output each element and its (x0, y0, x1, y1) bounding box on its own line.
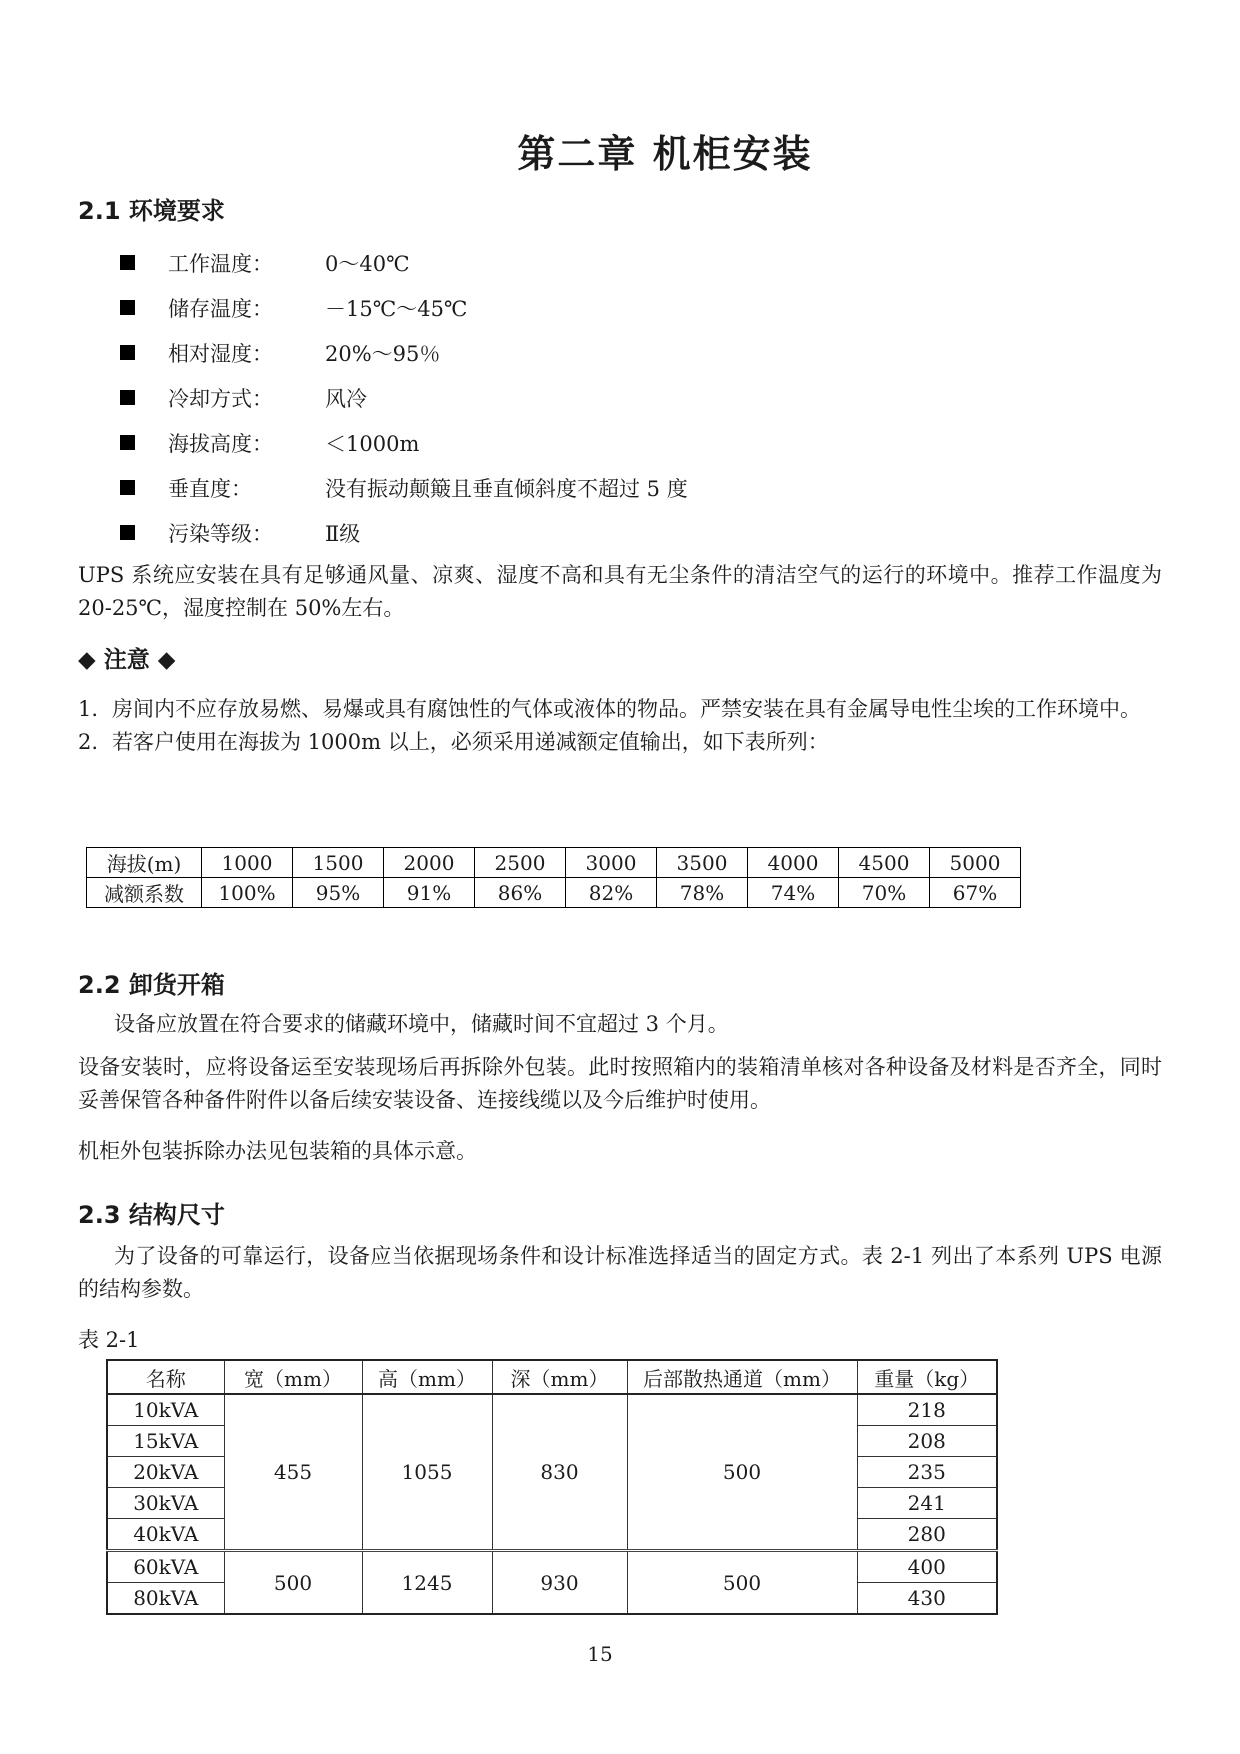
bullet-square-icon (120, 435, 135, 450)
model-name-cell: 40kVA (107, 1519, 224, 1551)
derating-factor-row (87, 878, 1021, 908)
structure-header-depth: 深（mm） (492, 1360, 627, 1394)
derating-cell: 1000 (202, 848, 293, 878)
width-cell: 455 (224, 1394, 362, 1551)
model-name-cell: 80kVA (107, 1583, 224, 1615)
env-item-cooling (78, 375, 1162, 420)
derating-cell: 100% (202, 878, 293, 908)
bullet-square-icon (120, 255, 135, 270)
derating-cell: 70% (839, 878, 930, 908)
notice-item-text: 若客户使用在海拔为 1000m 以上，必须采用递减额定值输出，如下表所列： (112, 730, 829, 754)
derating-cell: 海拔(m) (87, 848, 202, 878)
derating-cell: 减额系数 (87, 878, 202, 908)
table-row-10kva (107, 1394, 997, 1426)
derating-cell: 3000 (566, 848, 657, 878)
derating-cell: 95% (293, 878, 384, 908)
bullet-square-icon (120, 525, 135, 540)
notice-list (78, 693, 1162, 759)
derating-cell: 91% (384, 878, 475, 908)
env-item-label: 工作温度： (168, 251, 273, 276)
derating-table (86, 847, 1021, 908)
weight-cell: 241 (857, 1488, 997, 1519)
weight-cell: 400 (857, 1551, 997, 1583)
weight-cell: 280 (857, 1519, 997, 1551)
structure-header-height: 高（mm） (362, 1360, 492, 1394)
environment-requirements-list (78, 240, 1162, 555)
height-cell: 1245 (362, 1551, 492, 1615)
environment-paragraph: UPS 系统应安装在具有足够通风量、凉爽、湿度不高和具有无尘条件的清洁空气的运行的环境中。推荐工作温度为 20-25℃，湿度控制在 50%左右。 (78, 563, 1162, 620)
page-number: 15 (587, 1642, 613, 1666)
env-item-value: 0～40℃ (325, 251, 410, 276)
structure-header-name: 名称 (107, 1360, 224, 1394)
derating-cell: 82% (566, 878, 657, 908)
env-item-value: 20%～95％ (325, 341, 441, 366)
bullet-square-icon (120, 300, 135, 315)
env-item-value: 没有振动颠簸且垂直倾斜度不超过 5 度 (325, 476, 688, 501)
unpacking-paragraph-3: 机柜外包装拆除办法见包装箱的具体示意。 (78, 1139, 477, 1163)
section-2-3-heading: 2.3 结构尺寸 (78, 1201, 225, 1229)
bullet-square-icon (120, 345, 135, 360)
model-name-cell: 30kVA (107, 1488, 224, 1519)
env-item-label: 储存温度： (168, 296, 273, 321)
env-item-altitude (78, 420, 1162, 465)
env-item-label: 相对湿度： (168, 341, 273, 366)
depth-cell: 930 (492, 1551, 627, 1615)
derating-cell: 74% (748, 878, 839, 908)
env-item-label: 垂直度： (168, 476, 252, 501)
env-item-humidity (78, 330, 1162, 375)
unpacking-paragraph-2: 设备安装时，应将设备运至安装现场后再拆除外包装。此时按照箱内的装箱清单核对各种设备及材料是否齐全，同时妥善保管各种备件附件以备后续安装设备、连接线缆以及今后维护时使用。 (78, 1055, 1162, 1112)
derating-cell: 78% (657, 878, 748, 908)
bullet-square-icon (120, 480, 135, 495)
structure-header-duct: 后部散热通道（mm） (627, 1360, 857, 1394)
chapter-title: 第二章 机柜安装 (517, 132, 813, 176)
derating-cell: 67% (930, 878, 1021, 908)
table-row-60kva (107, 1551, 997, 1583)
weight-cell: 218 (857, 1394, 997, 1426)
bullet-square-icon (120, 390, 135, 405)
env-item-label: 污染等级： (168, 521, 273, 546)
derating-altitude-row (87, 848, 1021, 878)
section-2-2-heading: 2.2 卸货开箱 (78, 971, 225, 999)
structure-paragraph: 为了设备的可靠运行，设备应当依据现场条件和设计标准选择适当的固定方式。表 2-1 列出了本系列 UPS 电源的结构参数。 (78, 1244, 1162, 1301)
derating-cell: 4000 (748, 848, 839, 878)
weight-cell: 235 (857, 1457, 997, 1488)
derating-cell: 2000 (384, 848, 475, 878)
notice-item-2 (78, 726, 1162, 759)
env-item-label: 冷却方式： (168, 386, 273, 411)
structure-header-weight: 重量（kg） (857, 1360, 997, 1394)
model-name-cell: 60kVA (107, 1551, 224, 1583)
derating-cell: 86% (475, 878, 566, 908)
notice-item-1 (78, 693, 1162, 726)
table-2-1-label: 表 2-1 (78, 1328, 140, 1352)
unpacking-paragraph-1: 设备应放置在符合要求的储藏环境中，储藏时间不宜超过 3 个月。 (114, 1012, 729, 1036)
env-item-verticality (78, 465, 1162, 510)
depth-cell: 830 (492, 1394, 627, 1551)
env-item-value: －15℃～45℃ (325, 296, 468, 321)
width-cell: 500 (224, 1551, 362, 1615)
structure-header-width: 宽（mm） (224, 1360, 362, 1394)
duct-cell: 500 (627, 1551, 857, 1615)
derating-cell: 1500 (293, 848, 384, 878)
notice-heading: ◆ 注意 ◆ (78, 647, 176, 673)
env-item-storage-temp (78, 285, 1162, 330)
model-name-cell: 15kVA (107, 1426, 224, 1457)
structure-table-header-row (107, 1360, 997, 1394)
env-item-value: ＜1000m (325, 431, 420, 456)
duct-cell: 500 (627, 1394, 857, 1551)
env-item-work-temp (78, 240, 1162, 285)
derating-cell: 5000 (930, 848, 1021, 878)
derating-cell: 4500 (839, 848, 930, 878)
notice-item-number: 2. (78, 730, 99, 754)
env-item-value: Ⅱ级 (325, 521, 361, 546)
structure-dimensions-table (106, 1359, 998, 1615)
model-name-cell: 20kVA (107, 1457, 224, 1488)
derating-cell: 3500 (657, 848, 748, 878)
height-cell: 1055 (362, 1394, 492, 1551)
weight-cell: 208 (857, 1426, 997, 1457)
env-item-value: 风冷 (325, 386, 367, 411)
derating-cell: 2500 (475, 848, 566, 878)
notice-item-number: 1. (78, 697, 99, 721)
model-name-cell: 10kVA (107, 1394, 224, 1426)
env-item-label: 海拔高度： (168, 431, 273, 456)
env-item-pollution (78, 510, 1162, 555)
section-2-1-heading: 2.1 环境要求 (78, 197, 225, 225)
weight-cell: 430 (857, 1583, 997, 1615)
notice-item-text: 房间内不应存放易燃、易爆或具有腐蚀性的气体或液体的物品。严禁安装在具有金属导电性尘埃的工作环境中。 (112, 697, 1141, 721)
